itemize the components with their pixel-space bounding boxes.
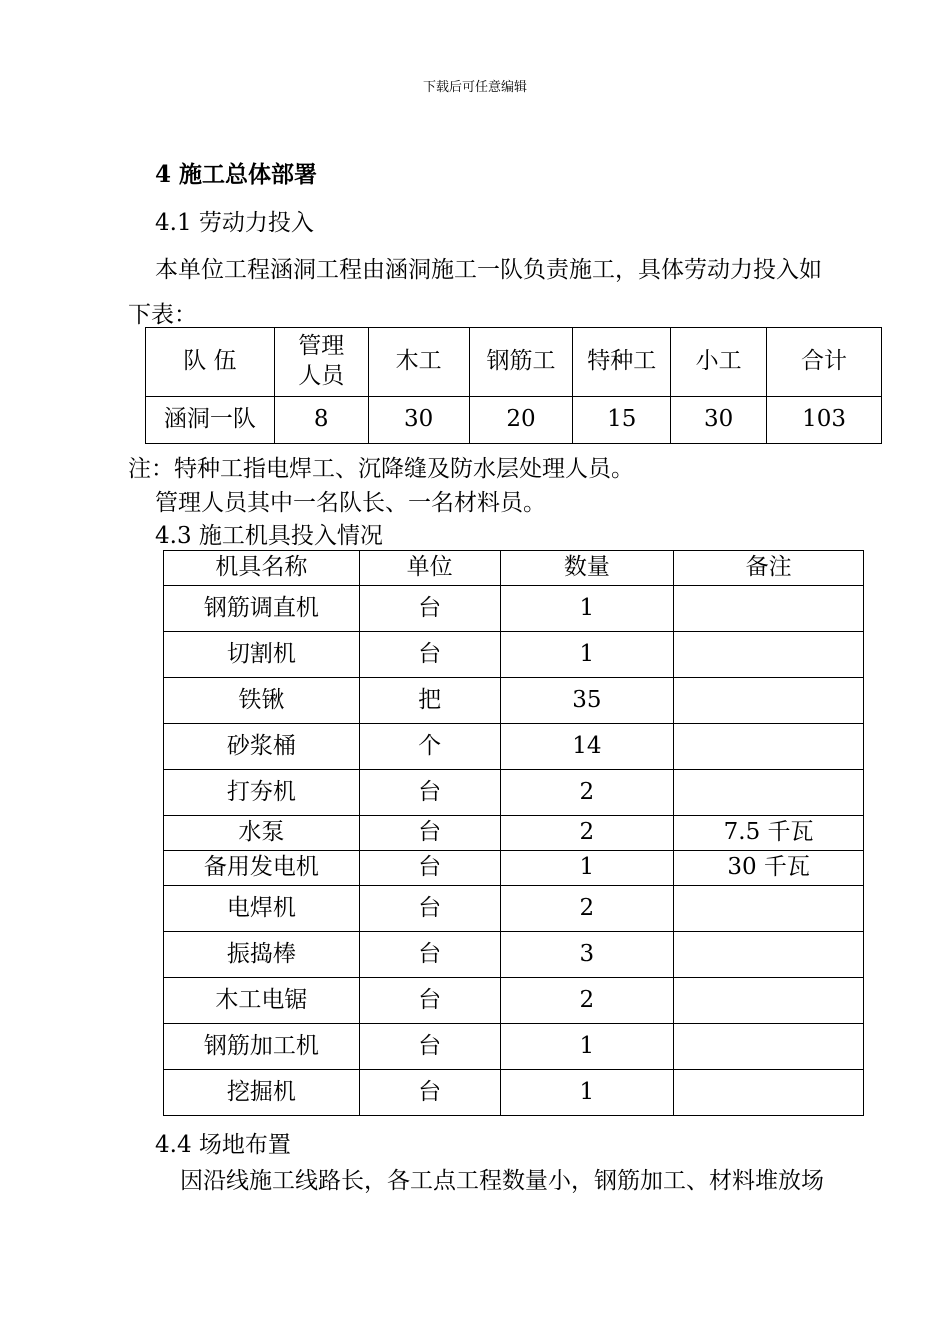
labor-cell: 15 — [573, 397, 671, 444]
machine-cell — [674, 1070, 864, 1116]
subsection-title-4-1: 4.1 劳动力投入 — [155, 210, 314, 236]
machine-cell: 切割机 — [164, 632, 360, 678]
labor-cell: 30 — [671, 397, 767, 444]
subsection-title-4-3: 4.3 施工机具投入情况 — [155, 523, 383, 549]
labor-header-cell: 小工 — [671, 328, 767, 397]
paragraph-line-2: 下表： — [128, 302, 197, 328]
machine-cell: 铁锹 — [164, 678, 360, 724]
machine-cell: 备用发电机 — [164, 851, 360, 886]
machine-cell: 台 — [359, 1024, 500, 1070]
machine-header-cell: 备注 — [674, 551, 864, 586]
machine-row — [164, 678, 864, 724]
machine-cell: 台 — [359, 978, 500, 1024]
machine-table — [163, 550, 864, 1116]
labor-header-cell: 特种工 — [573, 328, 671, 397]
labor-header-row — [146, 328, 882, 397]
machine-cell: 台 — [359, 886, 500, 932]
machine-cell: 钢筋加工机 — [164, 1024, 360, 1070]
machine-cell — [674, 1024, 864, 1070]
machine-cell: 台 — [359, 851, 500, 886]
machine-row — [164, 770, 864, 816]
labor-cell: 103 — [767, 397, 882, 444]
machine-row — [164, 1024, 864, 1070]
machine-cell — [674, 724, 864, 770]
machine-cell: 14 — [500, 724, 674, 770]
machine-cell — [674, 586, 864, 632]
machine-cell: 砂浆桶 — [164, 724, 360, 770]
machine-cell: 台 — [359, 932, 500, 978]
machine-cell: 1 — [500, 1070, 674, 1116]
section-title: 4 施工总体部署 — [155, 161, 318, 188]
machine-cell: 振捣棒 — [164, 932, 360, 978]
machine-cell: 打夯机 — [164, 770, 360, 816]
machine-row — [164, 724, 864, 770]
labor-cell: 涵洞一队 — [146, 397, 275, 444]
machine-cell: 1 — [500, 1024, 674, 1070]
machine-row — [164, 632, 864, 678]
machine-cell: 台 — [359, 770, 500, 816]
machine-cell: 个 — [359, 724, 500, 770]
machine-row — [164, 851, 864, 886]
machine-cell: 1 — [500, 586, 674, 632]
labor-table — [145, 327, 882, 444]
paragraph-4-4: 因沿线施工线路长，各工点工程数量小，钢筋加工、材料堆放场 — [180, 1168, 824, 1194]
machine-cell: 2 — [500, 816, 674, 851]
machine-cell — [674, 632, 864, 678]
machine-cell: 台 — [359, 586, 500, 632]
machine-cell — [674, 886, 864, 932]
machine-cell: 台 — [359, 816, 500, 851]
machine-cell: 台 — [359, 1070, 500, 1116]
machine-cell: 2 — [500, 770, 674, 816]
machine-cell: 挖掘机 — [164, 1070, 360, 1116]
paragraph-line-1: 本单位工程涵洞工程由涵洞施工一队负责施工，具体劳动力投入如 — [155, 257, 822, 283]
machine-cell — [674, 932, 864, 978]
page-header: 下载后可任意编辑 — [422, 80, 527, 95]
machine-cell: 1 — [500, 851, 674, 886]
labor-cell: 8 — [274, 397, 368, 444]
machine-cell: 木工电锯 — [164, 978, 360, 1024]
machine-cell — [674, 678, 864, 724]
machine-cell — [674, 770, 864, 816]
labor-cell: 20 — [469, 397, 573, 444]
machine-row — [164, 816, 864, 851]
machine-cell: 水泵 — [164, 816, 360, 851]
machine-cell: 电焊机 — [164, 886, 360, 932]
labor-header-cell: 合计 — [767, 328, 882, 397]
labor-header-cell: 钢筋工 — [469, 328, 573, 397]
machine-cell: 把 — [359, 678, 500, 724]
machine-cell: 钢筋调直机 — [164, 586, 360, 632]
machine-header-cell: 单位 — [359, 551, 500, 586]
machine-cell: 2 — [500, 886, 674, 932]
machine-cell: 7.5 千瓦 — [674, 816, 864, 851]
machine-cell: 2 — [500, 978, 674, 1024]
subsection-title-4-4: 4.4 场地布置 — [155, 1132, 291, 1158]
machine-header-row — [164, 551, 864, 586]
machine-cell: 3 — [500, 932, 674, 978]
machine-row — [164, 932, 864, 978]
machine-cell: 35 — [500, 678, 674, 724]
machine-header-cell: 数量 — [500, 551, 674, 586]
machine-row — [164, 1070, 864, 1116]
labor-header-cell: 管理人员 — [274, 328, 368, 397]
machine-row — [164, 886, 864, 932]
labor-data-row — [146, 397, 882, 444]
machine-row — [164, 978, 864, 1024]
machine-cell: 台 — [359, 632, 500, 678]
note-line-2: 管理人员其中一名队长、一名材料员。 — [155, 490, 546, 516]
machine-cell: 1 — [500, 632, 674, 678]
labor-cell: 30 — [368, 397, 469, 444]
machine-header-cell: 机具名称 — [164, 551, 360, 586]
machine-row — [164, 586, 864, 632]
machine-cell: 30 千瓦 — [674, 851, 864, 886]
machine-cell — [674, 978, 864, 1024]
note-line-1: 注：特种工指电焊工、沉降缝及防水层处理人员。 — [128, 456, 634, 482]
labor-header-cell: 队 伍 — [146, 328, 275, 397]
labor-header-cell: 木工 — [368, 328, 469, 397]
